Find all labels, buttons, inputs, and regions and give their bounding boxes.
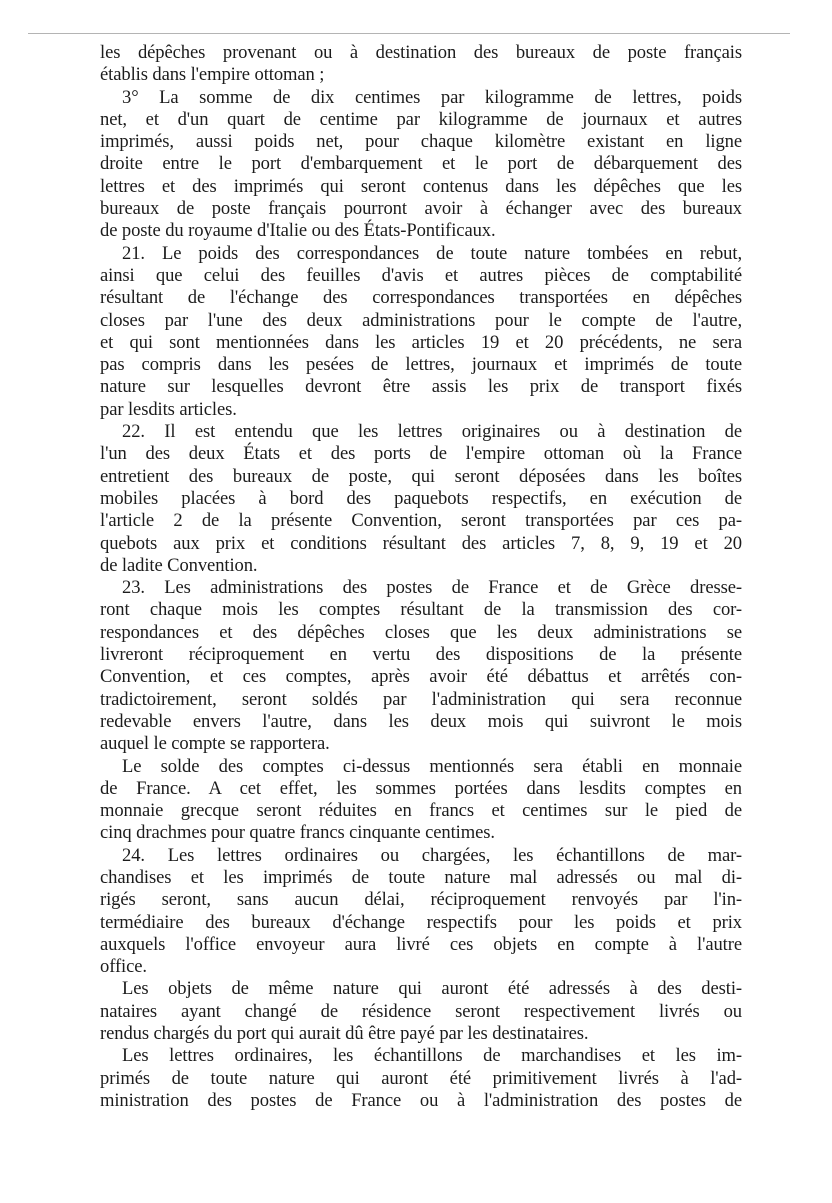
text-line: cinq drachmes pour quatre francs cinquante centimes. [100, 822, 495, 844]
text-line: redevable envers l'autre, dans les deux mois qui suivront le mois [100, 710, 742, 732]
text-line: chandises et les imprimés de toute nature mal adressés ou mal di- [100, 866, 742, 888]
text-line: par lesdits articles. [100, 398, 237, 420]
text-line: Les lettres ordinaires, les échantillons de marchandises et les im- [122, 1045, 742, 1067]
text-line: 23. Les administrations des postes de France et de Grèce dresse- [122, 577, 742, 599]
text-line: de ladite Convention. [100, 554, 258, 576]
text-line: résultant de l'échange des correspondances transportées en dépêches [100, 287, 742, 309]
text-line: lettres et des imprimés qui seront contenus dans les dépêches que les [100, 175, 742, 197]
text-line: ainsi que celui des feuilles d'avis et autres pièces de comptabilité [100, 264, 742, 286]
text-line: 22. Il est entendu que les lettres originaires ou à destination de [122, 421, 742, 443]
text-line: auquel le compte se rapportera. [100, 733, 330, 755]
text-line: tradictoirement, seront soldés par l'administration qui sera reconnue [100, 688, 742, 710]
text-line: respondances et des dépêches closes que les deux administrations se [100, 621, 742, 643]
text-line: l'un des deux États et des ports de l'empire ottoman où la France [100, 443, 742, 465]
text-line: Convention, et ces comptes, après avoir été débattus et arrêtés con- [100, 666, 742, 688]
text-line: nataires ayant changé de résidence seront respectivement livrés ou [100, 1000, 742, 1022]
text-line: l'article 2 de la présente Convention, seront transportées par ces pa- [100, 510, 742, 532]
text-line: ront chaque mois les comptes résultant de la transmission des cor- [100, 599, 742, 621]
text-line: termédiaire des bureaux d'échange respectifs pour les poids et prix [100, 911, 742, 933]
text-line: les dépêches provenant ou à destination des bureaux de poste français [100, 42, 742, 63]
text-line: primés de toute nature qui auront été primitivement livrés à l'ad- [100, 1067, 742, 1089]
text-line: mobiles placées à bord des paquebots respectifs, en exécution de [100, 487, 742, 509]
text-line: closes par l'une des deux administrations pour le compte de l'autre, [100, 309, 742, 331]
text-line: imprimés, aussi poids net, pour chaque kilomètre existant en ligne [100, 131, 742, 153]
text-line: monnaie grecque seront réduites en francs et centimes sur le pied de [100, 800, 742, 822]
text-line: quebots aux prix et conditions résultant des articles 7, 8, 9, 19 et 20 [100, 532, 742, 554]
text-line: bureaux de poste français pourront avoir à échanger avec des bureaux [100, 198, 742, 220]
text-line: Les objets de même nature qui auront été adressés à des desti- [122, 978, 742, 1000]
text-line: établis dans l'empire ottoman ; [100, 64, 325, 86]
text-line: entretient des bureaux de poste, qui seront déposées dans les boîtes [100, 465, 742, 487]
text-block [100, 42, 742, 1112]
text-line: et qui sont mentionnées dans les articles 19 et 20 précédents, ne sera [100, 331, 742, 353]
text-line: pas compris dans les pesées de lettres, journaux et imprimés de toute [100, 354, 742, 376]
text-line: de poste du royaume d'Italie ou des États-Pontificaux. [100, 220, 496, 242]
text-line: de France. A cet effet, les sommes portées dans lesdits comptes en [100, 777, 742, 799]
text-line: Le solde des comptes ci-dessus mentionnés sera établi en monnaie [122, 755, 742, 777]
text-line: rendus chargés du port qui aurait dû être payé par les destinataires. [100, 1023, 589, 1045]
text-line: 24. Les lettres ordinaires ou chargées, les échantillons de mar- [122, 844, 742, 866]
text-line: auxquels l'office envoyeur aura livré ces objets en compte à l'autre [100, 933, 742, 955]
text-line: livreront réciproquement en vertu des dispositions de la présente [100, 644, 742, 666]
text-line: 21. Le poids des correspondances de toute nature tombées en rebut, [122, 242, 742, 264]
text-line: nature sur lesquelles devront être assis les prix de transport fixés [100, 376, 742, 398]
text-line: office. [100, 956, 147, 978]
text-line: droite entre le port d'embarquement et le port de débarquement des [100, 153, 742, 175]
text-line: 3° La somme de dix centimes par kilogramme de lettres, poids [122, 86, 742, 108]
top-horizontal-rule [28, 33, 790, 34]
text-line: rigés seront, sans aucun délai, réciproquement renvoyés par l'in- [100, 889, 742, 911]
text-line: net, et d'un quart de centime par kilogramme de journaux et autres [100, 108, 742, 130]
text-line: ministration des postes de France ou à l'administration des postes de [100, 1089, 742, 1111]
